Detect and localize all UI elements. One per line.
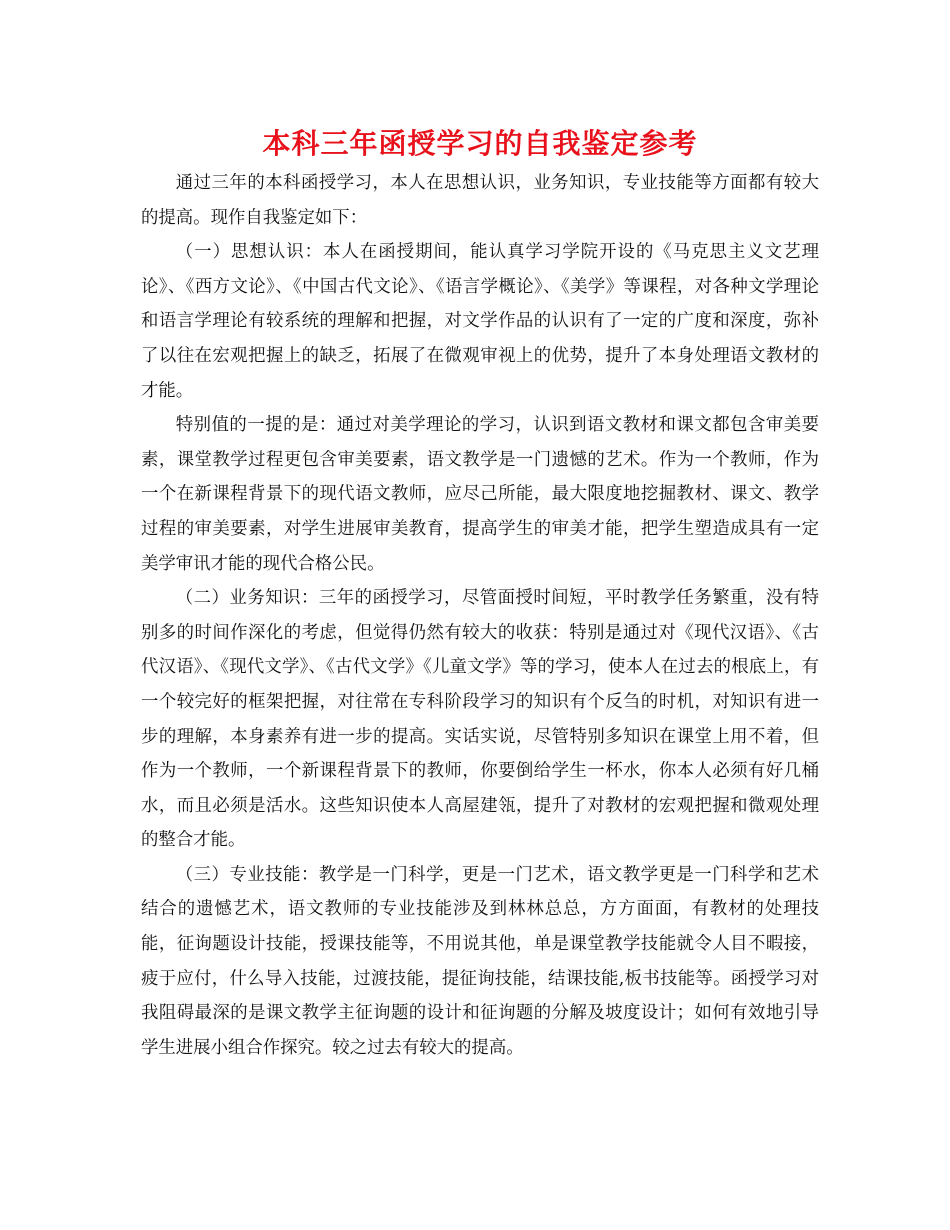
paragraph-intro: 通过三年的本科函授学习，本人在思想认识，业务知识，专业技能等方面都有较大的提高。现作自我鉴定如下： — [141, 173, 819, 228]
document-page — [141, 122, 819, 1065]
paragraph-aesthetics: 特别值的一提的是：通过对美学理论的学习，认识到语文教材和课文都包含审美要素，课堂教学过程更包含审美要素，语文教学是一门遗憾的艺术。作为一个教师，作为一个在新课程背景下的现代语文教师，应尽己所能，最大限度地挖掘教材、课文、教学过程的审美要素，对学生进展审美教育，提高学生的审美才能，把学生塑造成具有一定美学审讯才能的现代合格公民。 — [141, 415, 819, 574]
paragraph-professional-skills: （三）专业技能：教学是一门科学，更是一门艺术，语文教学更是一门科学和艺术结合的遗憾艺术，语文教师的专业技能涉及到林林总总，方方面面，有教材的处理技能，征询题设计技能，授课技能等，不用说其他，单是课堂教学技能就令人目不暇接，疲于应付，什么导入技能，过渡技能，提征询技能，结课技能,板书技能等。函授学习对我阻碍最深的是课文教学主征询题的设计和征询题的分解及坡度设计；如何有效地引导学生进展小组合作探究。较之过去有较大的提高。 — [141, 864, 819, 1058]
document-title: 本科三年函授学习的自我鉴定参考 — [262, 127, 698, 160]
paragraph-professional-knowledge: （二）业务知识：三年的函授学习，尽管面授时间短，平时教学任务繁重，没有特别多的时间作深化的考虑，但觉得仍然有较大的收获：特别是通过对《现代汉语》、《古代汉语》、《现代文学》、《古代文学》《儿童文学》等的学习，使本人在过去的根底上，有一个较完好的框架把握，对往常在专科阶段学习的知识有个反刍的时机，对知识有进一步的理解，本身素养有进一步的提高。实话实说，尽管特别多知识在课堂上用不着，但作为一个教师，一个新课程背景下的教师，你要倒给学生一杯水，你本人必须有好几桶水，而且必须是活水。这些知识使本人高屋建瓴，提升了对教材的宏观把握和微观处理的整合才能。 — [141, 588, 819, 851]
paragraph-ideological-understanding: （一）思想认识：本人在函授期间，能认真学习学院开设的《马克思主义文艺理论》、《西方文论》、《中国古代文论》、《语言学概论》、《美学》等课程，对各种文学理论和语言学理论有较系统的理解和把握，对文学作品的认识有了一定的广度和深度，弥补了以往在宏观把握上的缺乏，拓展了在微观审视上的优势，提升了本身处理语文教材的才能。 — [141, 242, 819, 401]
